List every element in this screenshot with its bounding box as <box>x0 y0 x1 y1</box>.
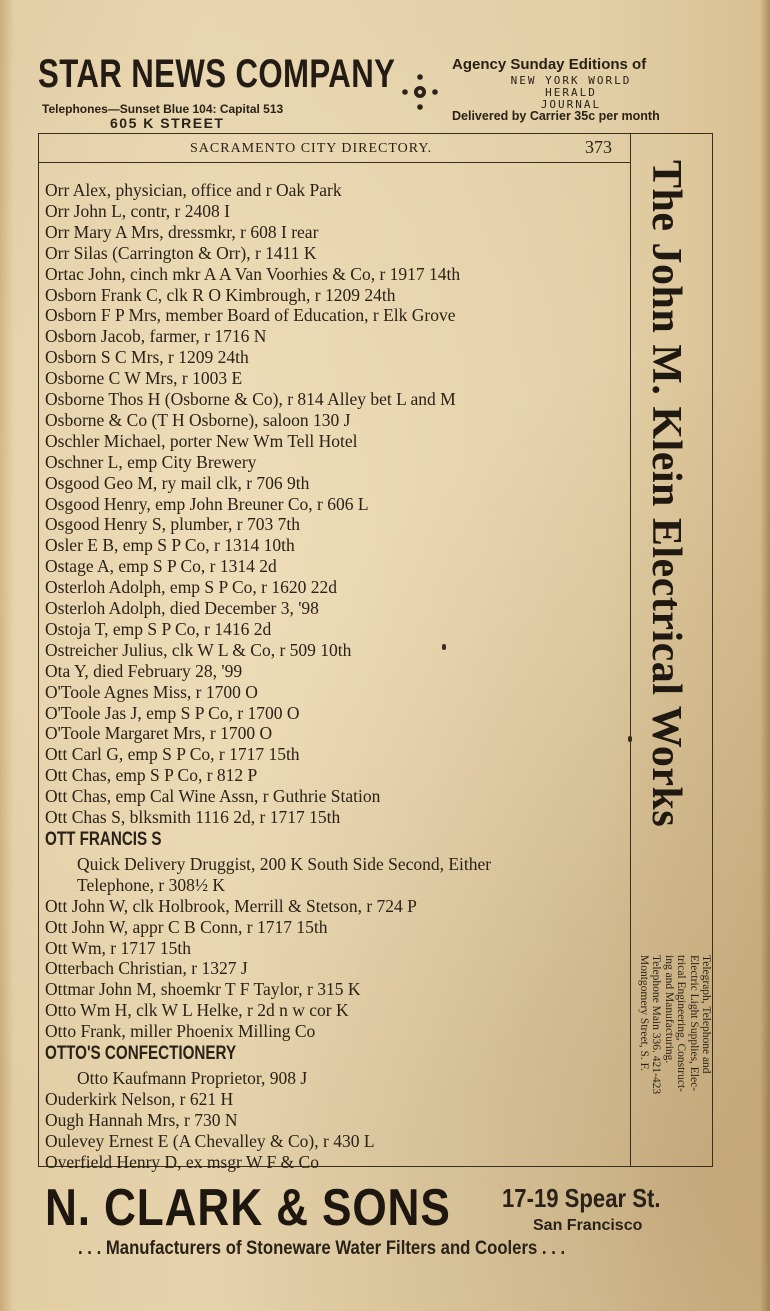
running-head-title: SACRAMENTO CITY DIRECTORY. <box>190 141 433 156</box>
side-ad-line: Montgomery Street, S. F. <box>637 955 650 1071</box>
ink-speck <box>628 736 632 742</box>
directory-entry: Ott Chas, emp Cal Wine Assn, r Guthrie Station <box>45 786 381 807</box>
directory-entry: Oulevey Ernest E (A Chevalley & Co), r 430 L <box>45 1130 375 1151</box>
directory-entry: O'Toole Agnes Miss, r 1700 O <box>45 681 258 702</box>
directory-entry: Otto Wm H, clk W L Helke, r 2d n w cor K <box>45 1000 349 1021</box>
directory-entry: Overfield Henry D, ex msgr W F & Co <box>45 1151 319 1172</box>
footer-tagline: . . . Manufacturers of Stoneware Water Filters and Coolers . . . <box>78 1238 566 1259</box>
directory-entry: Ott Wm, r 1717 15th <box>45 937 191 958</box>
directory-entry: Otto Kaufmann Proprietor, 908 J <box>77 1068 308 1088</box>
directory-entry: Otto Frank, miller Phoenix Milling Co <box>45 1021 316 1042</box>
directory-entry: Oschler Michael, porter New Wm Tell Hotel <box>45 430 358 451</box>
directory-entry: Osterloh Adolph, emp S P Co, r 1620 22d <box>45 577 337 598</box>
page-number: 373 <box>585 137 612 157</box>
footer-city: San Francisco <box>533 1217 643 1234</box>
directory-entry: Osborne Thos H (Osborne & Co), r 814 Alley bet L and M <box>45 389 456 409</box>
side-ad-title-text: The John M. Klein Electrical Works <box>643 160 689 828</box>
directory-entry-heading: OTTO'S CONFECTIONERY <box>45 1043 237 1064</box>
directory-entry: Ostreicher Julius, clk W L & Co, r 509 10th <box>45 639 352 660</box>
header-paper-herald: HERALD <box>545 86 597 99</box>
side-ad-line: Telegraph, Telephone and <box>700 955 712 1074</box>
header-company-name: STAR NEWS COMPANY <box>38 52 396 96</box>
footer-company-name: N. CLARK & SONS <box>45 1179 451 1237</box>
directory-entry: Ota Y, died February 28, '99 <box>45 660 243 681</box>
directory-entry: Ott Chas, emp S P Co, r 812 P <box>45 765 258 786</box>
header-delivery-note: Delivered by Carrier 35c per month <box>452 109 660 123</box>
directory-entry: Osgood Henry S, plumber, r 703 7th <box>45 514 300 535</box>
directory-entry: Ott Chas S, blksmith 1116 2d, r 1717 15th <box>45 807 341 827</box>
directory-entry: Telephone, r 308½ K <box>77 874 225 895</box>
directory-entry: Orr Alex, physician, office and r Oak Park <box>45 180 342 200</box>
directory-entry: Otterbach Christian, r 1327 J <box>45 958 248 979</box>
directory-entry: Osler E B, emp S P Co, r 1314 10th <box>45 535 295 556</box>
directory-entry: Ostoja T, emp S P Co, r 1416 2d <box>45 618 272 639</box>
side-ad-line: Telephone Main 336. 421-423 <box>650 955 662 1095</box>
side-ad-line: ing and Manufacturing. <box>662 955 675 1064</box>
directory-entry: Ott John W, appr C B Conn, r 1717 15th <box>45 916 328 937</box>
directory-entry: Osgood Geo M, ry mail clk, r 706 9th <box>45 472 310 493</box>
header-agency: Agency Sunday Editions of <box>452 56 647 73</box>
ornament-icon <box>398 70 442 114</box>
directory-entry-heading: OTT FRANCIS S <box>45 828 162 850</box>
side-ad-line: Electric Light Supplies, Elec- <box>687 955 700 1092</box>
directory-entry: Ott Carl G, emp S P Co, r 1717 15th <box>45 744 300 765</box>
directory-entry: Osborne & Co (T H Osborne), saloon 130 J <box>45 409 351 430</box>
directory-entry: O'Toole Jas J, emp S P Co, r 1700 O <box>45 702 300 723</box>
side-ad-details <box>637 955 715 1170</box>
side-ad-title <box>643 160 690 940</box>
header-telephones: Telephones—Sunset Blue 104: Capital 513 <box>42 102 284 116</box>
directory-entry: Osgood Henry, emp John Breuner Co, r 606 L <box>45 493 369 514</box>
directory-entry: Ott John W, clk Holbrook, Merrill & Stetson, r 724 P <box>45 895 417 916</box>
footer-address: 17-19 Spear St. <box>502 1183 661 1213</box>
directory-entry: Osborn Jacob, farmer, r 1716 N <box>45 326 267 347</box>
directory-entry: Orr Silas (Carrington & Orr), r 1411 K <box>45 242 317 263</box>
directory-entry: Osborn S C Mrs, r 1209 24th <box>45 347 249 368</box>
side-ad-line: trical Engineering, Construct- <box>675 955 687 1093</box>
directory-entry: Oschner L, emp City Brewery <box>45 451 257 472</box>
header-paper-journal: JOURNAL <box>540 98 602 111</box>
directory-entry: Osborne C W Mrs, r 1003 E <box>45 368 243 389</box>
directory-entry: Ough Hannah Mrs, r 730 N <box>45 1109 238 1130</box>
directory-entry: Osborn Frank C, clk R O Kimbrough, r 1209 24th <box>45 284 396 305</box>
directory-entry: Osborn F P Mrs, member Board of Education, r Elk Grove <box>45 305 456 326</box>
directory-entry: Quick Delivery Druggist, 200 K South Side Second, Either <box>77 853 492 874</box>
directory-entry: O'Toole Margaret Mrs, r 1700 O <box>45 723 273 744</box>
directory-entry: Osterloh Adolph, died December 3, '98 <box>45 598 319 618</box>
directory-entry: Orr Mary A Mrs, dressmkr, r 608 I rear <box>45 221 319 242</box>
running-head-rule <box>38 162 630 163</box>
ink-speck <box>442 644 446 650</box>
column-divider <box>630 133 631 1167</box>
directory-entry: Orr John L, contr, r 2408 I <box>45 200 230 221</box>
directory-entry: Ortac John, cinch mkr A A Van Voorhies & Co, r 1917 14th <box>45 263 461 284</box>
header-paper-world: NEW YORK WORLD <box>510 74 632 87</box>
directory-entry: Ostage A, emp S P Co, r 1314 2d <box>45 556 277 577</box>
directory-entry: Ouderkirk Nelson, r 621 H <box>45 1088 234 1109</box>
directory-entry: Ottmar John M, shoemkr T F Taylor, r 315 K <box>45 979 361 1000</box>
header-address: 605 K STREET <box>110 115 225 131</box>
